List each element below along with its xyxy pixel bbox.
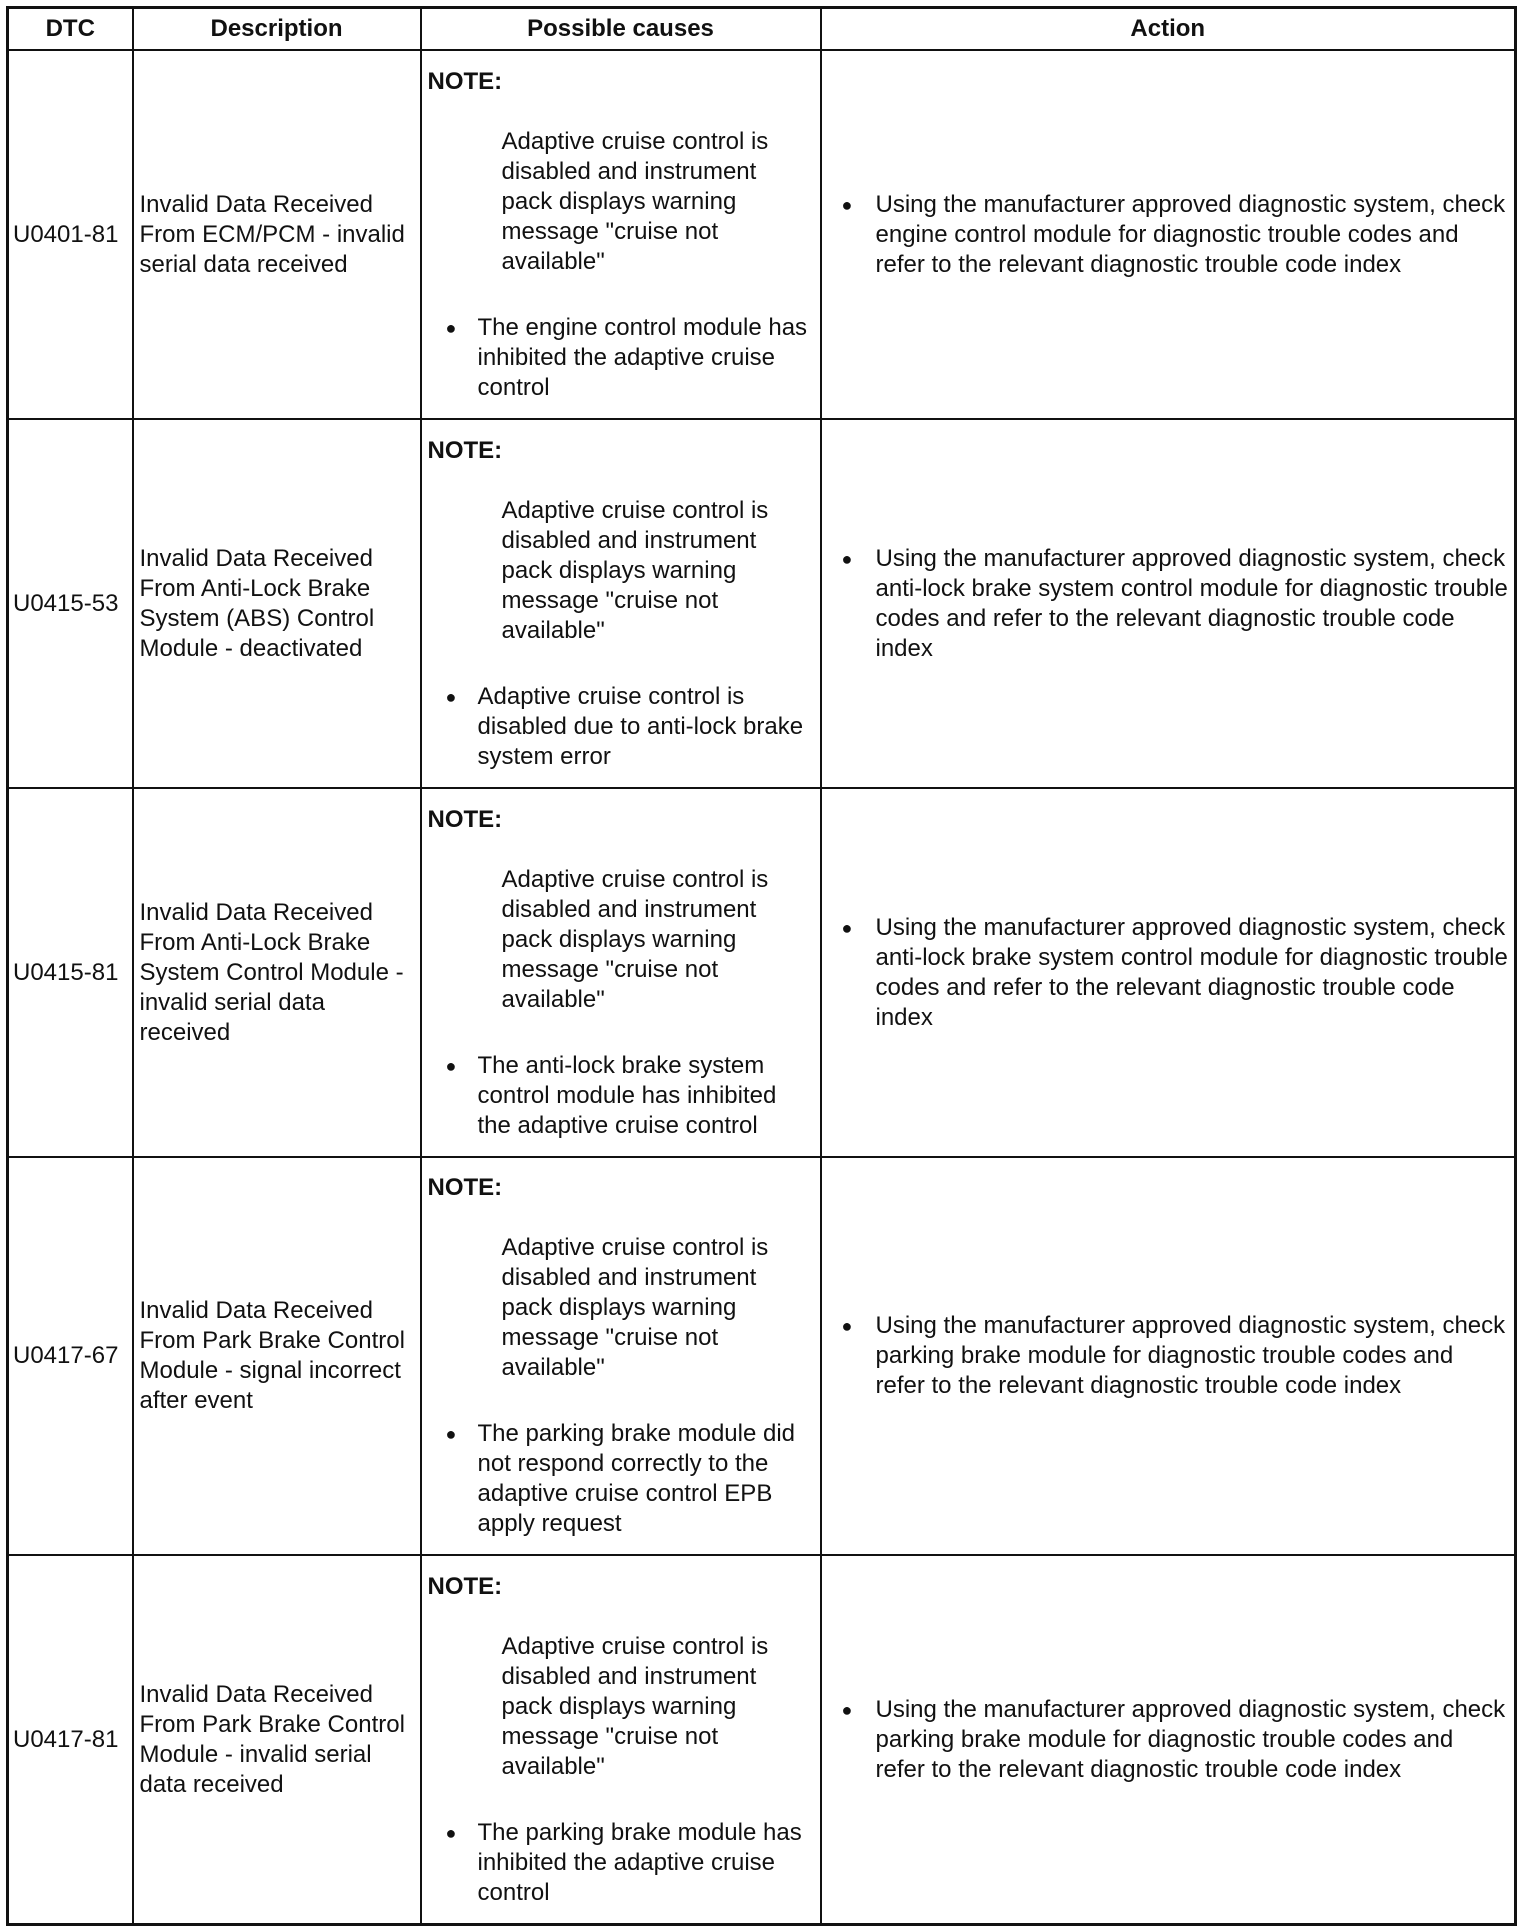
cause-item	[446, 1051, 814, 1141]
action-cell	[821, 788, 1516, 1157]
action-item	[842, 1311, 1509, 1401]
table-row	[8, 1555, 1516, 1925]
note-label: NOTE:	[427, 805, 503, 833]
action-cell	[821, 1555, 1516, 1925]
dtc-code: U0415-81	[8, 788, 133, 1157]
note-label: NOTE:	[427, 1174, 503, 1201]
cause-text: The parking brake module has inhibited the adaptive cruise control	[477, 1818, 802, 1906]
bullet-icon: ●	[445, 317, 457, 338]
cause-text: The anti-lock brake system control module has inhibited the adaptive cruise control	[477, 1051, 777, 1139]
header-possible-causes: Possible causes	[421, 8, 821, 51]
bullet-icon: ●	[841, 548, 853, 569]
cause-item	[446, 682, 814, 772]
note-text: Adaptive cruise control is disabled and instrument pack displays warning message "cruise not available"	[501, 496, 769, 644]
table-row	[8, 788, 1516, 1157]
header-description: Description	[133, 8, 421, 51]
possible-causes-cell	[421, 1157, 821, 1555]
action-text: Using the manufacturer approved diagnostic system, check parking brake module for diagnostic trouble codes and refer to the relevant diagnostic trouble code index	[875, 1695, 1506, 1783]
header-dtc: DTC	[8, 8, 133, 51]
action-text: Using the manufacturer approved diagnostic system, check anti-lock brake system control module for diagnostic trouble codes and refer to the relevant diagnostic trouble code index	[875, 544, 1508, 662]
dtc-code: U0415-53	[8, 419, 133, 788]
bullet-icon: ●	[445, 1424, 457, 1444]
possible-causes-cell	[421, 50, 821, 419]
dtc-description: Invalid Data Received From Park Brake Control Module - signal incorrect after event	[133, 1157, 421, 1555]
header-action: Action	[821, 8, 1516, 51]
action-text: Using the manufacturer approved diagnostic system, check engine control module for diagnostic trouble codes and refer to the relevant diagnostic trouble code index	[875, 190, 1506, 278]
note-text: Adaptive cruise control is disabled and instrument pack displays warning message "cruise not available"	[501, 1632, 769, 1780]
header-row	[8, 8, 1516, 51]
note-label: NOTE:	[427, 1572, 503, 1600]
action-cell	[821, 419, 1516, 788]
bullet-icon: ●	[445, 1055, 457, 1076]
note-text: Adaptive cruise control is disabled and instrument pack displays warning message "cruise not available"	[501, 127, 769, 275]
bullet-icon: ●	[841, 194, 853, 215]
action-item	[842, 544, 1509, 664]
bullet-icon: ●	[445, 686, 457, 707]
bullet-icon: ●	[841, 1699, 853, 1720]
dtc-code: U0401-81	[8, 50, 133, 419]
cause-text: The engine control module has inhibited the adaptive cruise control	[477, 313, 808, 401]
possible-causes-cell	[421, 788, 821, 1157]
cause-text: The parking brake module did not respond correctly to the adaptive cruise control EPB apply request	[477, 1420, 796, 1537]
bullet-icon: ●	[841, 917, 853, 938]
dtc-description: Invalid Data Received From Anti-Lock Brake System (ABS) Control Module - deactivated	[133, 419, 421, 788]
cause-item	[446, 313, 814, 403]
note-text: Adaptive cruise control is disabled and instrument pack displays warning message "cruise not available"	[501, 1234, 769, 1381]
table-row	[8, 1157, 1516, 1555]
dtc-description: Invalid Data Received From ECM/PCM - invalid serial data received	[133, 50, 421, 419]
action-text: Using the manufacturer approved diagnostic system, check parking brake module for diagnostic trouble codes and refer to the relevant diagnostic trouble code index	[875, 1312, 1506, 1399]
note-label: NOTE:	[427, 436, 503, 464]
note-label: NOTE:	[427, 67, 503, 95]
dtc-table	[6, 6, 1517, 1926]
cause-text: Adaptive cruise control is disabled due to anti-lock brake system error	[477, 682, 804, 770]
action-item	[842, 190, 1509, 280]
dtc-code: U0417-81	[8, 1555, 133, 1925]
bullet-icon: ●	[445, 1822, 457, 1843]
note-text: Adaptive cruise control is disabled and instrument pack displays warning message "cruise not available"	[501, 865, 769, 1013]
cause-item	[446, 1419, 814, 1539]
action-item	[842, 1695, 1509, 1785]
action-item	[842, 913, 1509, 1033]
table-row	[8, 419, 1516, 788]
dtc-description: Invalid Data Received From Park Brake Control Module - invalid serial data received	[133, 1555, 421, 1925]
dtc-description: Invalid Data Received From Anti-Lock Brake System Control Module - invalid serial data received	[133, 788, 421, 1157]
table-row	[8, 50, 1516, 419]
action-text: Using the manufacturer approved diagnostic system, check anti-lock brake system control module for diagnostic trouble codes and refer to the relevant diagnostic trouble code index	[875, 913, 1508, 1031]
cause-item	[446, 1818, 814, 1908]
action-cell	[821, 50, 1516, 419]
dtc-code: U0417-67	[8, 1157, 133, 1555]
possible-causes-cell	[421, 1555, 821, 1925]
action-cell	[821, 1157, 1516, 1555]
bullet-icon: ●	[841, 1316, 853, 1336]
possible-causes-cell	[421, 419, 821, 788]
